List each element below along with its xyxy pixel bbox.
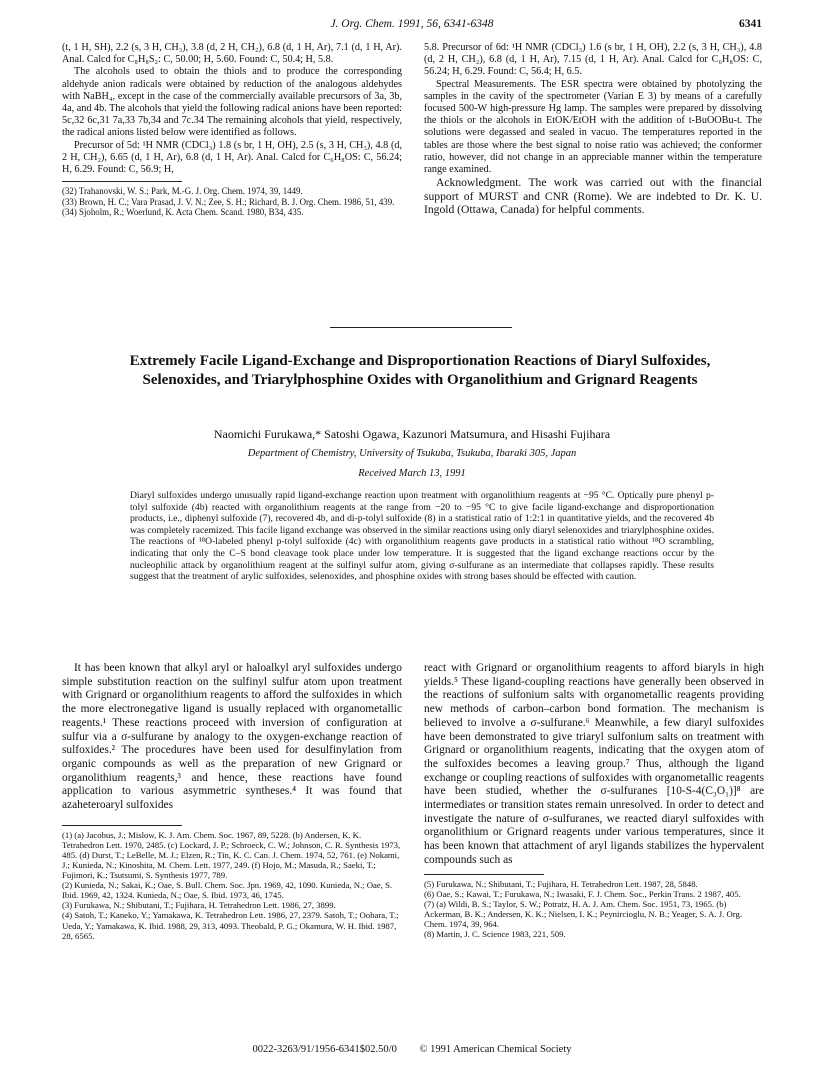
footnote: (32) Trahanovski, W. S.; Park, M.-G. J. Org. Chem. 1974, 39, 1449. <box>62 186 303 197</box>
paragraph: (t, 1 H, SH), 2.2 (s, 3 H, CH₃), 3.8 (d, 2 H, CH₂), 6.8 (d, 1 H, Ar), 7.1 (d, 1 H, Ar). Anal. Calcd for C₈H₈S₂: C, 50.00; H, 5.60. Found: C, 50.4; H, 5.8. <box>62 42 402 66</box>
footnote-divider <box>62 181 182 182</box>
body-right-column <box>424 662 764 939</box>
footnote-divider <box>62 825 182 826</box>
footnote: (1) (a) Jacobus, J.; Mislow, K. J. Am. Chem. Soc. 1967, 89, 5228. (b) Andersen, K. K. Tetrahedron Lett. 1970, 2485. (c) Lockard, J. P.; Schroeck, C. W.; Johnson, C. R. Synthesis 1973, 485. (d) Durst, T.; LeBelle, M. J.; Elzen, R.; Tin, K. C. Can. J. Chem. 1974, 52, 761. (e) Nokami, J.; Kunieda, N.; Kinoshita, M. Chem. Lett. 1977, 249. (f) Hojo, M.; Masuda, R.; Saeki, T.; Fujimori, K.; Tsutsumi, S. Synthesis 1977, 789. <box>62 829 401 881</box>
acknowledgment: Acknowledgment. The work was carried out with the financial support of MURST and CNR (Rome). We are indebted to Dr. K. U. Ingold (Ottawa, Canada) for helpful comments. <box>424 176 762 217</box>
issn-code: 0022-3263/91/1956-6341$02.50/0 <box>252 1044 397 1055</box>
author-list: Naomichi Furukawa,* Satoshi Ogawa, Kazunori Matsumura, and Hisashi Fujihara <box>213 427 611 441</box>
received-date: Received March 13, 1991 <box>358 468 466 479</box>
copyright: © 1991 American Chemical Society <box>419 1044 572 1055</box>
journal-citation: J. Org. Chem. 1991, 56, 6341-6348 <box>330 18 494 30</box>
footnote: (3) Furukawa, N.; Shibutani, T.; Fujihara, H. Tetrahedron Lett. 1986, 27, 3899. <box>62 900 336 911</box>
footnote: (6) Oae, S.; Kawai, T.; Furukawa, N.; Iwasaki, F. J. Chem. Soc., Perkin Trans. 2 1987, 405. <box>424 888 741 899</box>
footnote: (7) (a) Wildi, B. S.; Taylor, S. W.; Potratz, H. A. J. Am. Chem. Soc. 1951, 73, 1965. (b) Ackerman, B. K.; Andersen, K. K.; Nielsen, I. K.; Peynircioglu, N. B.; Yeager, S. A. J. Org. Chem. 1974, 39, 964. <box>424 898 742 929</box>
article-title: Extremely Facile Ligand-Exchange and Disproportionation Reactions of Diaryl Sulfoxides, Selenoxides, and Triarylphosphine Oxides with Organolithium and Grignard Reagents <box>129 353 711 388</box>
paragraph: Precursor of 5d: ¹H NMR (CDCl₃) 1.8 (s br, 1 H, OH), 2.5 (s, 3 H, CH₃), 4.8 (d, 2 H, CH₂), 6.65 (d, 1 H, Ar), 6.8 (d, 1 H, Ar). Anal. Calcd for C₆H₈OS: C, 56.24; H, 6.29. Found: C, 56.9; H, <box>62 139 402 176</box>
section-divider <box>330 327 512 328</box>
page-footer <box>62 1044 762 1055</box>
affiliation: Department of Chemistry, University of Tsukuba, Tsukuba, Ibaraki 305, Japan <box>247 448 577 459</box>
paragraph: The alcohols used to obtain the thiols and to produce the corresponding aldehyde anion radicals were obtained by reduction of the analogous aldehydes with NaBH₄, except in the case of the commercially available precursors of 3a, 3b, 4a, and 4b. The alcohols that yield the following radical anions have been reported: 5c,32 6c,31 7a,33 7b,34 and 7c.34 The remaining alcohols that yield, respectively, the radical anions listed below were identified as follows. <box>62 66 402 139</box>
footnote: (4) Satoh, T.; Kaneko, Y.; Yamakawa, K. Tetrahedron Lett. 1986, 27, 2379. Satoh, T.; Oohara, T.; Ueda, Y.; Yamakawa, K. Ibid. 1988, 29, 313, 4093. Theobald, P. G.; Okamura, W. H. Ibid. 1987, 28, 6565. <box>62 910 399 941</box>
footnote-divider <box>424 874 544 875</box>
top-left-column <box>62 42 402 217</box>
body-left-column <box>62 662 402 941</box>
running-header <box>62 18 762 34</box>
footnote: (33) Brown, H. C.; Vara Prasad, J. V. N.; Zee, S. H.; Richard, B. J. Org. Chem. 1986, 51, 439. <box>62 196 395 207</box>
abstract: Diaryl sulfoxides undergo unusually rapid ligand-exchange reaction upon treatment with organolithium reagents at −95 °C. Optically pure phenyl p-tolyl sulfoxide (4b) reacted with organolithium reagents at the range from −20 to −95 °C to give facile ligand-exchange and disproportionation products, i.e., diphenyl sulfoxide (7), recovered 4b, and di-p-tolyl sulfoxide (8) in a statistical ratio of 1:2:1 in quantitative yields, and the recovered 4b was completely racemized. This facile ligand exchange was observed in the similar reactions using only diaryl selenoxides and triarylphosphine oxides. The reactions of ¹⁸O-labeled phenyl p-tolyl sulfoxide (4c) with organolithium reagents gave products in a statistical ratio without ¹⁸O scrambling, indicating that only the C–S bond cleavage took place under low temperature. It is suggested that the ligand exchange reactions occur by the nucleophilic attack by organolithium reagent at the sulfinyl sulfur atom, giving σ-sulfurane as an intermediate that collapses rapidly. These results suggest that the treatment of arylic sulfoxides, selenoxides, and phosphine oxides with strong bases should be effected with caution. <box>130 490 714 583</box>
footnote: (8) Martin, J. C. Science 1983, 221, 509. <box>424 929 566 940</box>
paragraph: 5.8. Precursor of 6d: ¹H NMR (CDCl₃) 1.6 (s br, 1 H, OH), 2.2 (s, 3 H, CH₃), 4.8 (d, 2 H, CH₂), 6.8 (d, 1 H, Ar), 7.15 (d, 1 H, Ar). Anal. Calcd for C₆H₈OS: C, 56.24; H, 6.29. Found: C, 56.4; H, 6.5. <box>424 42 762 78</box>
top-right-column <box>424 42 762 217</box>
paragraph: Spectral Measurements. The ESR spectra were obtained by photolyzing the samples in the cavity of the spectrometer (Varian E 3) by means of a carefully focused 500-W high-pressure Hg lamp. The samples were prepared by dissolving the thiols or the alcohols in EtOK/EtOH with the addition of t-BuOOBu-t. The solutions were degassed and sealed in vacuo. The temperatures reported in the tables are those where the best signal to noise ratio was achieved; the conformer ratio, however, did not change in an appreciable manner within the temperature range examined. <box>424 78 762 176</box>
page-number: 6341 <box>739 18 762 30</box>
footnote: (5) Furukawa, N.; Shibutani, T.; Fujihara, H. Tetrahedron Lett. 1987, 28, 5848. <box>424 878 698 889</box>
footnote: (2) Kunieda, N.; Sakai, K.; Oae, S. Bull. Chem. Soc. Jpn. 1969, 42, 1090. Kunieda, N.; Oae, S. Ibid. 1969, 42, 1324. Kunieda, N.; Oae, S. Ibid. 1973, 46, 1745. <box>62 880 393 901</box>
footnote: (34) Sjoholm, R.; Woerlund, K. Acta Chem. Scand. 1980, B34, 435. <box>62 207 304 218</box>
body-paragraph: react with Grignard or organolithium reagents to afford biaryls in high yields.⁵ These ligand-coupling reactions have generally been observed in the reactions of sulfonium salts with organometallic reagents providing new methods of carbon–carbon bond formation. The mechanism is believed to involve a σ-sulfurane.⁶ Meanwhile, a few diaryl sulfoxides have been demonstrated to give triaryl sulfonium salts on treatment with Grignard or organolithium reagents, indicating that the oxygen atom of the sulfoxides becomes a leaving group.⁷ Thus, although the ligand exchange or coupling reactions of sulfoxides with organometallic reagents have been studied, whether the σ-sulfuranes [10-S-4(C₃O₁)]⁸ are intermediates or transition states remain unresolved. In order to detect and investigate the nature of σ-sulfuranes, we reacted diaryl sulfoxides with organolithium or Grignard reagents under various temperatures, since it has been known that attachment of aryl ligands stabilizes the hypervalent compounds such as <box>424 662 764 866</box>
body-paragraph: It has been known that alkyl aryl or haloalkyl aryl sulfoxides undergo simple substitution reaction on the sulfinyl sulfur atom upon treatment with Grignard or organolithium reagents to afford the sulfoxides in which the more electronegative ligand is usually replaced with organometallic reagents.¹ These reactions proceed with inversion of configuration at sulfur via a σ-sulfurane by analogy to the oxygen-exchange reaction of sulfoxides.² The procedures have been used for desulfinylation from organic compounds as well as the preparation of new Grignard or organolithium reagents,³ and hence, these reactions have found application to various asymmetric syntheses.⁴ It was found that azaheteroaryl sulfoxides <box>62 662 402 812</box>
